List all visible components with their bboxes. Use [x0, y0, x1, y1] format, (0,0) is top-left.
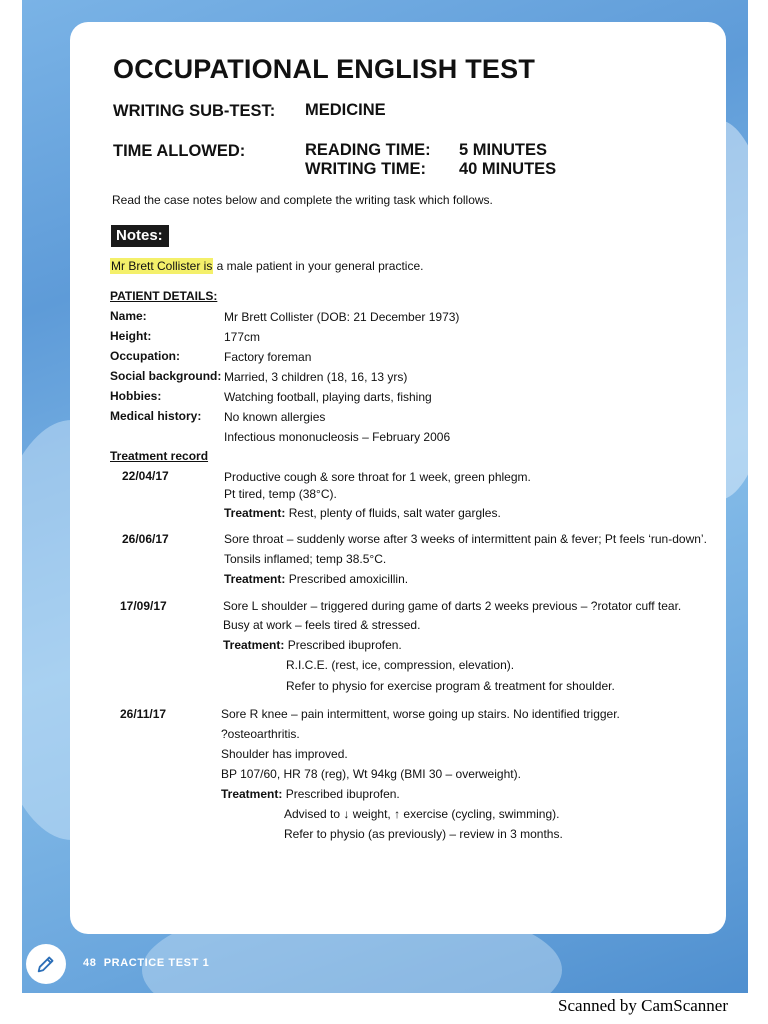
- field-value: No known allergies: [224, 410, 326, 424]
- advice-prefix: Advised to: [284, 807, 344, 821]
- highlighted-patient-name: Mr Brett Collister is: [111, 259, 213, 273]
- treatment-text: Prescribed amoxicillin.: [288, 572, 409, 586]
- entry-date: 22/04/17: [122, 469, 169, 483]
- pencil-icon: [26, 944, 66, 984]
- entry-treatment: [221, 787, 400, 801]
- entry-line: Sore throat – suddenly worse after 3 weeks of intermittent pain & fever; Pt feels ‘run-down’.: [224, 532, 707, 546]
- field-value: 177cm: [224, 330, 261, 344]
- entry-treatment: [223, 638, 402, 652]
- reading-time-label: READING TIME:: [305, 141, 431, 159]
- subtest-label: WRITING SUB-TEST:: [113, 102, 276, 120]
- entry-line: BP 107/60, HR 78 (reg), Wt 94kg (BMI 30 – overweight).: [221, 767, 521, 781]
- reading-time-value: 5 MINUTES: [459, 141, 548, 159]
- medical-history-extra: Infectious mononucleosis – February 2006: [224, 430, 451, 444]
- entry-line: Tonsils inflamed; temp 38.5°C.: [224, 552, 387, 566]
- scan-background: [22, 0, 748, 993]
- entry-date: 26/06/17: [122, 532, 169, 546]
- field-value: Mr Brett Collister (DOB: 21 December 1973): [224, 310, 460, 324]
- page-footer: [83, 957, 209, 969]
- patient-details-heading: PATIENT DETAILS:: [110, 289, 218, 303]
- field-value: Married, 3 children (18, 16, 13 yrs): [224, 370, 408, 384]
- field-label: Social background:: [110, 369, 222, 383]
- advice-mid: weight,: [349, 807, 395, 821]
- treatment-text: Prescribed ibuprofen.: [287, 638, 402, 652]
- advice-rest: exercise (cycling, swimming).: [400, 807, 560, 821]
- entry-line: Productive cough & sore throat for 1 week, green phlegm.: [224, 470, 531, 484]
- field-label: Occupation:: [110, 349, 181, 363]
- treatment-label: Treatment:: [224, 572, 286, 586]
- treatment-label: Treatment:: [224, 506, 286, 520]
- entry-line: ?osteoarthritis.: [221, 727, 300, 741]
- treatment-label: Treatment:: [221, 787, 283, 801]
- field-value: Factory foreman: [224, 350, 312, 364]
- time-allowed-label: TIME ALLOWED:: [113, 142, 246, 160]
- entry-line: Busy at work – feels tired & stressed.: [223, 618, 421, 632]
- subtest-value: MEDICINE: [305, 101, 386, 119]
- treatment-text: Rest, plenty of fluids, salt water gargles.: [288, 506, 501, 520]
- entry-refer: Refer to physio (as previously) – review in 3 months.: [284, 827, 563, 841]
- field-label: Name:: [110, 309, 147, 323]
- entry-line: Shoulder has improved.: [221, 747, 348, 761]
- document-title: OCCUPATIONAL ENGLISH TEST: [113, 54, 536, 84]
- entry-extra-line: Refer to physio for exercise program & treatment for shoulder.: [286, 679, 615, 693]
- patient-intro: [110, 259, 423, 273]
- writing-time-value: 40 MINUTES: [459, 160, 557, 178]
- writing-time-label: WRITING TIME:: [305, 160, 426, 178]
- entry-advice: [284, 807, 559, 821]
- scanner-watermark: Scanned by CamScanner: [558, 996, 728, 1015]
- entry-date: 26/11/17: [120, 707, 167, 721]
- document-page: [70, 22, 726, 934]
- treatment-record-heading: Treatment record: [110, 449, 209, 463]
- arrow-up-icon: ↑: [394, 807, 401, 821]
- patient-intro-text: a male patient in your general practice.: [213, 259, 424, 273]
- treatment-label: Treatment:: [223, 638, 285, 652]
- page-number: 48: [83, 957, 97, 969]
- field-label: Height:: [110, 329, 152, 343]
- entry-line: Sore L shoulder – triggered during game of darts 2 weeks previous – ?rotator cuff tear.: [223, 599, 682, 613]
- field-label: Hobbies:: [110, 389, 162, 403]
- arrow-down-icon: ↓: [343, 807, 350, 821]
- instructions: Read the case notes below and complete the writing task which follows.: [112, 193, 493, 207]
- treatment-text: Prescribed ibuprofen.: [285, 787, 400, 801]
- entry-treatment: [224, 506, 501, 520]
- notes-label: Notes:: [111, 225, 169, 247]
- section-name: PRACTICE TEST 1: [103, 957, 210, 969]
- entry-line: Pt tired, temp (38°C).: [224, 487, 337, 501]
- field-label: Medical history:: [110, 409, 202, 423]
- entry-line: Sore R knee – pain intermittent, worse going up stairs. No identified trigger.: [221, 707, 620, 721]
- entry-treatment: [224, 572, 408, 586]
- entry-extra-line: R.I.C.E. (rest, ice, compression, elevation).: [286, 658, 515, 672]
- entry-date: 17/09/17: [120, 599, 167, 613]
- field-value: Watching football, playing darts, fishing: [224, 390, 432, 404]
